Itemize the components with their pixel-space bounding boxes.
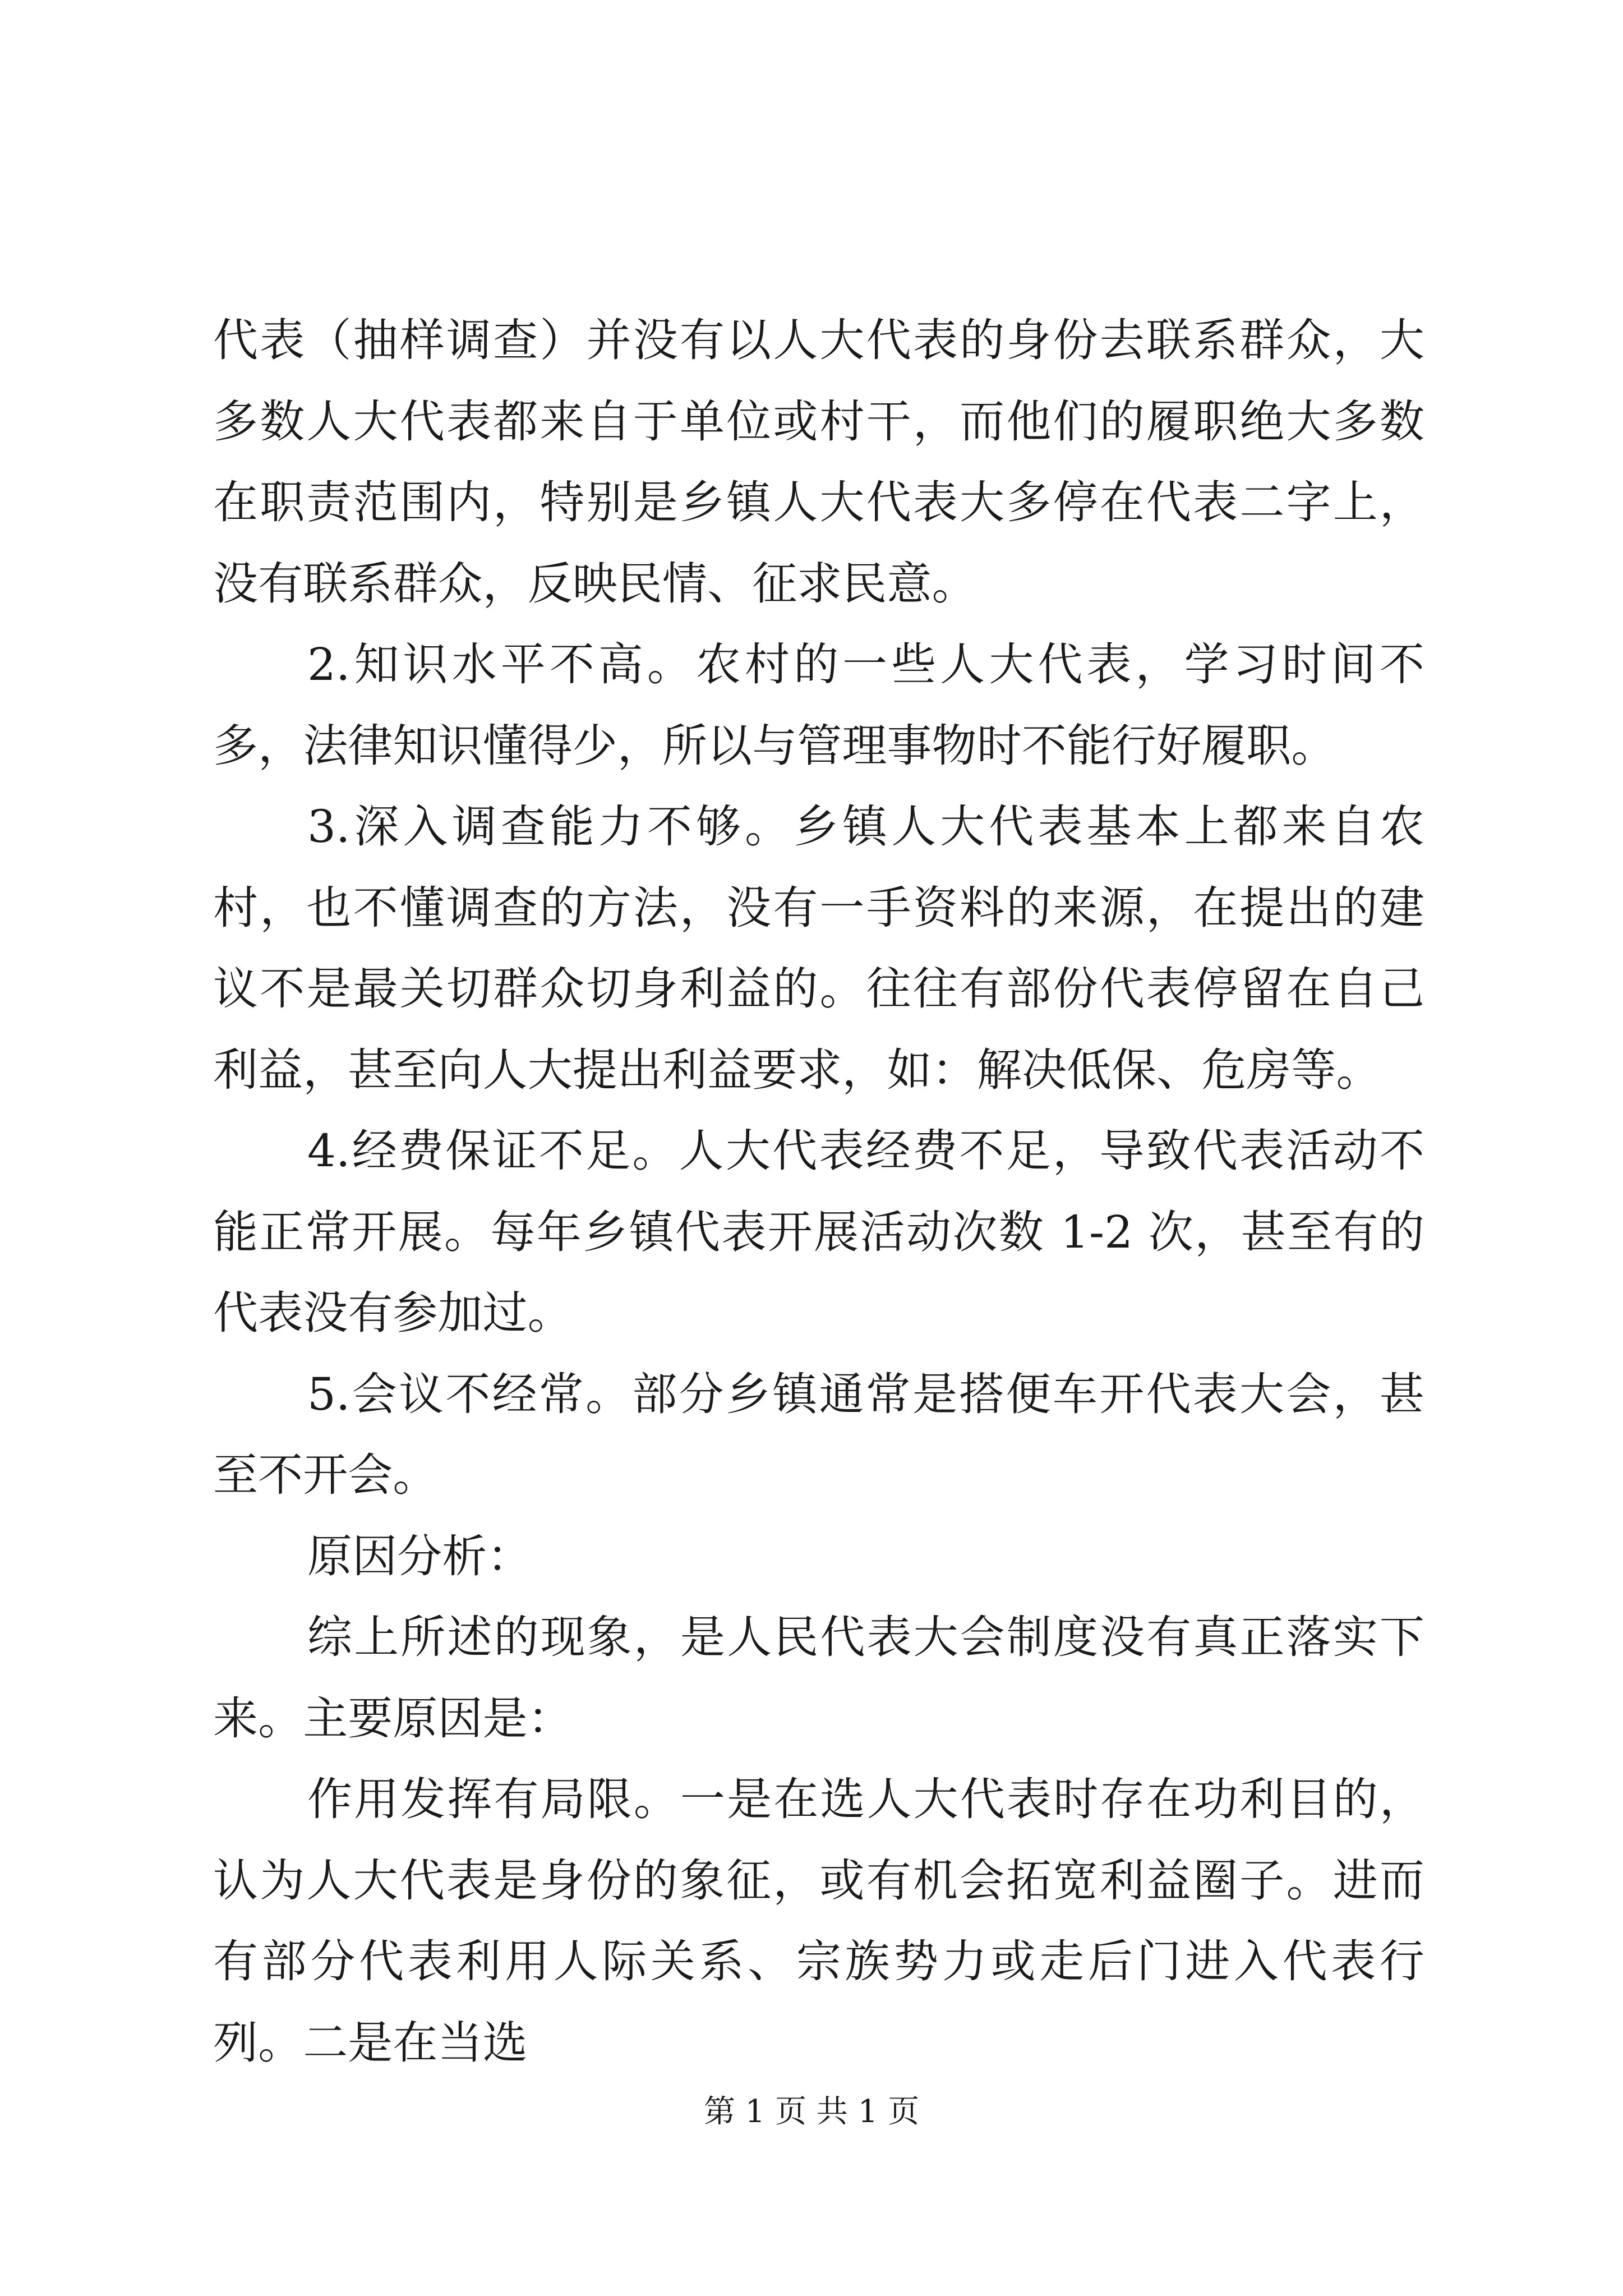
paragraph-item-3: 3.深入调查能力不够。乡镇人大代表基本上都来自农村，也不懂调查的方法，没有一手资料的来源，在提出的建议不是最关切群众切身利益的。往往有部份代表停留在自己利益，甚至向人大提出利益要求，如：解决低保、危房等。 [213, 800, 1424, 1096]
paragraph-cause-heading: 原因分析： [307, 1530, 532, 1582]
paragraph-item-5: 5.会议不经常。部分乡镇通常是搭便车开代表大会，甚至不开会。 [213, 1368, 1424, 1501]
paragraph-item-4: 4.经费保证不足。人大代表经费不足，导致代表活动不能正常开展。每年乡镇代表开展活动次数 1-2 次，甚至有的代表没有参加过。 [213, 1125, 1424, 1339]
paragraph-summary: 综上所述的现象，是人民代表大会制度没有真正落实下来。主要原因是： [213, 1611, 1424, 1745]
paragraph-item-2: 2.知识水平不高。农村的一些人大代表，学习时间不多，法律知识懂得少，所以与管理事物时不能行好履职。 [213, 638, 1424, 772]
paragraph-continuation: 代表（抽样调查）并没有以人大代表的身份去联系群众，大多数人大代表都来自于单位或村干，而他们的履职绝大多数在职责范围内，特别是乡镇人大代表大多停在代表二字上，没有联系群众，反映民情、征求民意。 [213, 314, 1424, 610]
document-body [213, 300, 1424, 2083]
page-footer: 第 1 页 共 1 页 [703, 2093, 920, 2130]
paragraph-limited-role: 作用发挥有局限。一是在选人大代表时存在功利目的，认为人大代表是身份的象征，或有机会拓宽利益圈子。进而有部分代表利用人际关系、宗族势力或走后门进入代表行列。二是在当选 [213, 1773, 1424, 2069]
